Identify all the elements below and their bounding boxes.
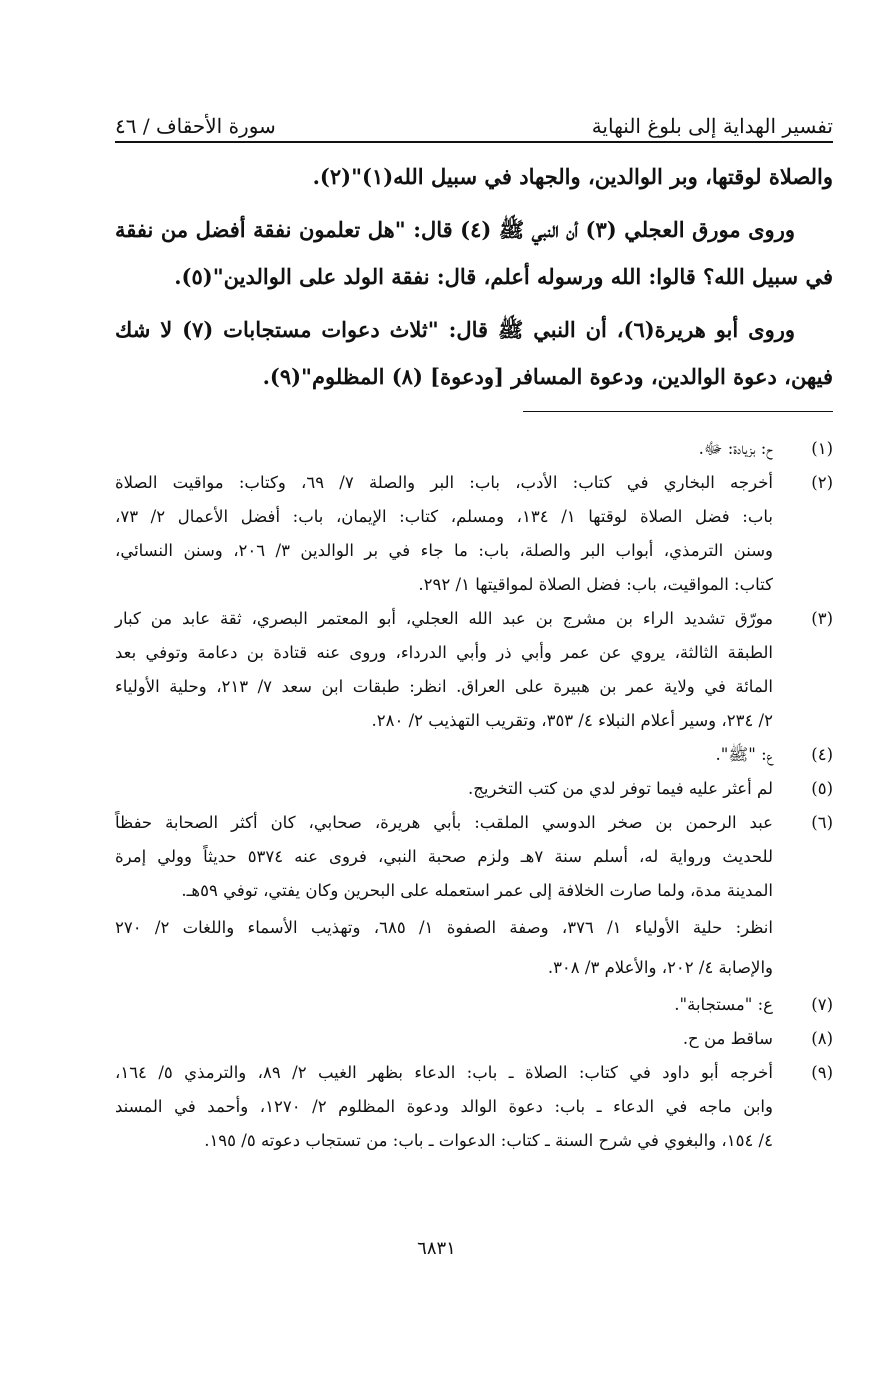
surah-label: سورة الأحقاف / ٤٦	[115, 114, 276, 138]
footnote-number: (١)	[811, 439, 833, 458]
footnote-number: (٢)	[811, 473, 833, 492]
footnote-text	[115, 908, 773, 988]
footnote-number: (٦)	[811, 813, 833, 832]
footnote-line: وابن ماجه في الدعاء ـ باب: دعوة الوالد ودعوة المظلوم ٢/ ١٢٧٠، وأحمد في المسند	[115, 1097, 773, 1116]
footnote-line: والإصابة ٤/ ٢٠٢، والأعلام ٣/ ٣٠٨.	[547, 958, 773, 977]
running-header	[115, 98, 833, 138]
footnote-line: عبد الرحمن بن صخر الدوسي الملقب: بأبي هريرة، صحابي، كان أكثر الصحابة حفظاً	[115, 813, 773, 832]
footnote-line: ساقط من ح.	[682, 1029, 773, 1048]
footnote	[115, 738, 833, 772]
main-paragraph: والصلاة لوقتها، وبر الوالدين، والجهاد في سبيل الله‏(١)"(٢).	[312, 164, 833, 189]
footnote-separator	[523, 411, 833, 412]
footnote-number	[773, 908, 833, 988]
main-text	[115, 153, 833, 400]
footnote	[115, 988, 833, 1022]
footnote-line: ٢/ ٢٣٤، وسير أعلام النبلاء ٤/ ٣٥٣، وتقريب التهذيب ٢/ ٢٨٠.	[371, 711, 773, 730]
footnote	[115, 432, 833, 466]
page-number: ٦٨٣١	[417, 1238, 456, 1259]
footnote-text	[115, 432, 773, 466]
footnote-line: ٤/ ١٥٤، والبغوي في شرح السنة ـ كتاب: الدعوات ـ باب: من تستجاب دعوته ٥/ ١٩٥.	[204, 1131, 773, 1150]
footnote-text	[115, 1022, 773, 1056]
footnote-line: أخرجه البخاري في كتاب: الأدب، باب: البر والصلة ٧/ ٦٩، وكتاب: مواقيت الصلاة	[115, 473, 773, 492]
header-rule	[115, 141, 833, 143]
footnote-text	[115, 1056, 773, 1158]
footnote-line: ح: بزيادة: ﷻ.	[698, 439, 773, 458]
main-paragraph: وروى أبو هريرة(٦)، أن النبي ﷺ قال: "ثلاث دعوات مستجابات (٧) لا شك فيهن، دعوة الوالدين، ودعوة المسافر [ودعوة] (٨) المظلوم"(٩).	[115, 317, 833, 389]
footnote-text	[115, 988, 773, 1022]
footnote-line: انظر: حلية الأولياء ١/ ٣٧٦، وصفة الصفوة ١/ ٦٨٥، وتهذيب الأسماء واللغات ٢/ ٢٧٠	[115, 918, 773, 937]
footnote-line: المائة في ولاية عمر بن هبيرة على العراق. انظر: طبقات ابن سعد ٧/ ٢١٣، وحلية الأولياء	[115, 677, 773, 696]
footnote	[115, 1022, 833, 1056]
footnote-line: وسنن الترمذي، أبواب البر والصلة، باب: ما جاء في بر الوالدين ٣/ ٢٠٦، وسنن النسائي،	[115, 541, 773, 560]
footnote-text	[115, 806, 773, 908]
footnote-number: (٩)	[811, 1063, 833, 1082]
footnote-text	[115, 602, 773, 738]
footnote-line: ع: "مستجابة".	[674, 995, 773, 1014]
footnote-line: للحديث ورواية له، أسلم سنة ٧هـ ولزم صحبة النبي، فروى عنه ٥٣٧٤ حديثاً وولي إمرة	[115, 847, 773, 866]
footnote-line: المدينة مدة، ولما صارت الخلافة إلى عمر استعمله على البحرين وكان يفتي، توفي ٥٩هـ.	[181, 881, 773, 900]
footnote-number: (٨)	[811, 1029, 833, 1048]
footnote	[115, 806, 833, 908]
footnote-line: الطبقة الثالثة، يروي عن عمر وأبي ذر وأبي الدرداء، وروى عنه قتادة بن دعامة وتوفي بعد	[115, 643, 773, 662]
footnote-text	[115, 466, 773, 602]
footnote	[115, 466, 833, 602]
footnote-line: كتاب: المواقيت، باب: فضل الصلاة لمواقيتها ١/ ٢٩٢.	[418, 575, 773, 594]
footnote-text	[115, 772, 773, 806]
footnote-line: مورّق تشديد الراء بن مشرج بن عبد الله العجلي، أبو المعتمر البصري، ثقة عابد من كبار	[115, 609, 773, 628]
footnote-number: (٧)	[811, 995, 833, 1014]
footnote	[115, 772, 833, 806]
book-title: تفسير الهداية إلى بلوغ النهاية	[591, 114, 833, 138]
footnote-line: أخرجه أبو داود في كتاب: الصلاة ـ باب: الدعاء بظهر الغيب ٢/ ٨٩، والترمذي ٥/ ١٦٤،	[115, 1063, 773, 1082]
footnote	[115, 1056, 833, 1158]
main-paragraph: وروى مورق العجلي (٣) أن النبي ﷺ (٤) قال: "هل تعلمون نفقة أفضل من نفقة في سبيل الله؟ قالوا: الله ورسوله أعلم، قال: نفقة الولد على الوالدين"(٥).	[115, 217, 833, 289]
footnote	[115, 602, 833, 738]
footnotes	[115, 432, 833, 1158]
footnote-line: لم أعثر عليه فيما توفر لدي من كتب التخريج.	[467, 779, 773, 798]
footnote-line: باب: فضل الصلاة لوقتها ١/ ١٣٤، ومسلم، كتاب: الإيمان، باب: أفضل الأعمال ٢/ ٧٣،	[115, 507, 773, 526]
footnote-number: (٥)	[811, 779, 833, 798]
footnote-number: (٣)	[811, 609, 833, 628]
footnote-line: ع: "ﷺ".	[715, 745, 773, 764]
footnote-number: (٤)	[811, 745, 833, 764]
footnote	[115, 908, 833, 988]
footnote-text	[115, 738, 773, 772]
